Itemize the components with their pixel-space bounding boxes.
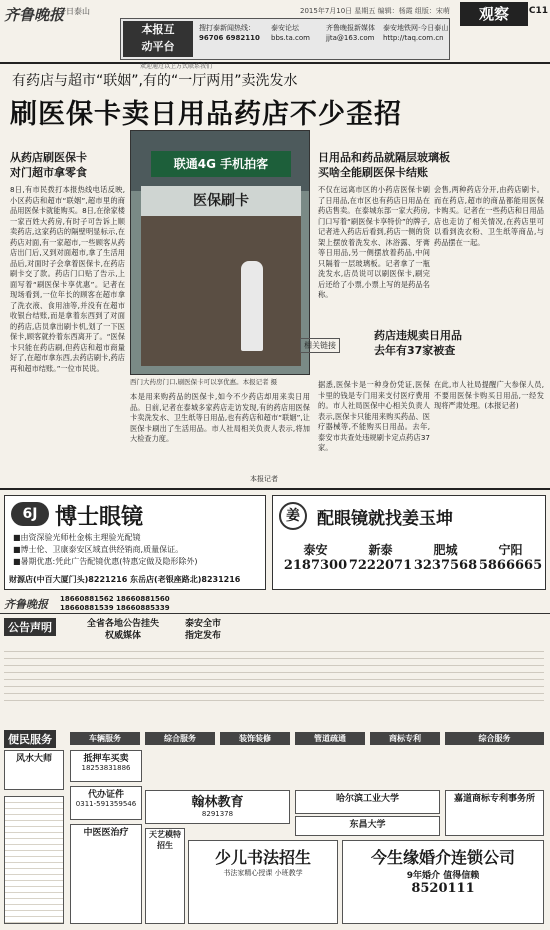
service-label: 便民服务	[4, 730, 56, 748]
related-link-tag: 相关链接	[300, 338, 340, 353]
section-title: 观察	[460, 2, 528, 26]
boshi-stores: 财源店(中百大厦门头)8221216 东岳店(老银座路北)8231216	[9, 575, 241, 584]
notice-headline-1: 全省各地公告挂失 权威媒体	[86, 619, 159, 641]
promo-hotline: 搜打泰新闻热线： 96706 6982110	[199, 24, 260, 42]
byline: 本报记者	[250, 475, 278, 483]
promo-forum: 泰安论坛 bbs.ta.com	[271, 24, 310, 42]
matchmaking-agency-ad: 今生缘婚介连锁公司 9年婚介 值得信赖 8520111	[342, 840, 544, 924]
classifieds-logo: 齐鲁晚报	[4, 598, 48, 611]
hanlin-education-ad: 翰林教育 8291378	[145, 790, 290, 824]
notice-headline-2: 泰安全市 指定发布	[184, 619, 221, 641]
jiang-shop: 新泰 7222071	[348, 543, 413, 573]
category-vehicle: 车辆服务	[70, 732, 140, 745]
tcm-clinic-ad: 中医医治疗	[70, 824, 142, 924]
boshi-name: 博士眼镜	[55, 504, 144, 530]
calligraphy-class-ad: 少儿书法招生 书法家精心授课 小班教学	[188, 840, 338, 924]
model-school-ad: 天艺模特招生	[145, 828, 185, 924]
notice-label: 公告声明	[4, 618, 56, 636]
jiang-shop: 泰安 2187300	[283, 543, 348, 573]
classified-notice-text-block	[4, 645, 544, 705]
jiang-yukun-optical-ad	[272, 495, 546, 590]
subhead-1: 从药店刷医保卡 对门超市拿零食	[10, 151, 87, 179]
promo-footer: 欢迎通过以上方式联系我们	[140, 63, 213, 70]
section-divider	[0, 488, 550, 490]
subhead-3: 药店违规卖日用品 去年有37家被查	[374, 329, 462, 357]
article-column-4: 会售,两种药店分开,由药店刷卡。而在药店,超市的商品都能用医保卡购买。记者在一些药店和日用品店也走访了相关情况,在药店里可以看到洗衣粉、卫生纸等商品,与药品摆在一起。	[434, 185, 544, 247]
classifieds-header	[0, 594, 550, 614]
article-headline: 刷医保卡卖日用品药店不少歪招	[10, 99, 402, 130]
masthead	[0, 0, 550, 70]
category-decoration: 装饰装修	[220, 732, 290, 745]
category-general-2: 综合服务	[445, 732, 544, 745]
jiang-title: 配眼镜就找姜玉坤	[317, 509, 453, 529]
jiang-shop: 肥城 3237568	[413, 543, 478, 573]
feng-shui-ad: 风水大师	[4, 750, 64, 790]
article-kicker: 有药店与超市“联姻”,有的“一厅两用”卖洗发水	[12, 73, 298, 89]
photo-caption: 西门大药房门口,刷医保卡可以享优惠。本报记者 摄	[130, 378, 278, 386]
certificate-agency-ad: 代办证件 0311-591359546	[70, 786, 142, 820]
article-column-3: 不仅在远离市区的小药店医保卡刷了日用品,在市区也有药店日用品在药店售卖。在泰城东部一家大药房,门口写着“刷医保卡享特价”的牌子,记者进入药店后看到,药店一侧的货架上摆放着洗发水、沐浴露、牙膏等日用品,另一侧摆放着药品,中间只隔着一层玻璃板。记者拿了一瓶洗发水,店员说可以刷医保卡,刷完后还给了小票,小票上写的是药品名称。	[318, 185, 430, 299]
boshi-logo: 6J	[11, 502, 49, 526]
article-column-5: 据悉,医保卡是一种身份凭证,医保卡里的钱是专门用来支付医疗费用的。市人社局医保中心相关负责人表示,医保卡只能用来购买药品、医疗器械等,不能购买日用品。去年,泰安市共查处违规刷卡定点药店37家。	[318, 380, 430, 452]
jiang-shop: 宁阳 5866665	[478, 543, 543, 573]
dongchang-university-ad: 东昌大学	[295, 816, 440, 836]
subhead-2: 日用品和药品就隔层玻璃板 买啥全能刷医保卡结账	[318, 151, 450, 179]
boshi-details: ■由资深验光师杜金栋主理验光配镜 ■博士伦、卫康泰安区域直供经销商,质量保证。 ■暑期优惠:凭此广告配镜优惠(特惠定做及隐形除外)	[13, 533, 198, 566]
edition-name: 今日泰山	[58, 7, 90, 16]
photo-store-banner: 医保刷卡	[141, 186, 301, 216]
boshi-optical-ad	[4, 495, 266, 590]
article-column-1: 8日,有市民拨打本报热线电话反映,小区药店和超市“联姻”,超市里的商品用医保卡就能购买。8日,在徐家楼一家百姓大药房,有时子可告诉上顺卖药店,这家药店的隔壁明显标示,在药店对面,有一家超市,一些顾客从药店出门后,又到对面超市,拿了生活用品后,对面时子会拿着医保卡,在药店刷卡交了款。药店门口贴了告示,上面写着“刷医保卡享优惠”。记者在现场看到,一位年长的顾客在超市拿了洗衣液、食用油等,并没有在超市收银台结账,而是拿着东西到了对面的药店,店员拿出刷卡机,划了一下医保卡,顾客就拎着东西离开了。“医保卡只能在药店刷,但药店和超市商量好了,在超市拿东西,去药店刷卡,药店再和超市结账。”一位市民说。	[10, 185, 125, 373]
photo-person	[241, 261, 263, 351]
photo-sign: 联通4G 手机拍客	[151, 151, 291, 177]
jiang-logo: 姜	[279, 502, 307, 530]
page-number: C11	[528, 6, 548, 16]
promo-website: 泰安地铁网·今日泰山 http://taq.com.cn	[383, 24, 449, 42]
harbin-university-ad: 哈尔滨工业大学	[295, 790, 440, 814]
dateline: 2015年7月10日 星期五 编辑：杨霞 组版：宋萌	[300, 7, 450, 15]
category-pipe: 管道疏通	[295, 732, 365, 745]
mortgage-car-ad: 抵押车买卖 18253831886	[70, 750, 142, 782]
category-general: 综合服务	[145, 732, 215, 745]
article-column-2: 本是用来购药品的医保卡,如今不少药店却用来卖日用品。日前,记者在泰城多家药店走访发现,有的药店用医保卡卖洗发水、卫生纸等日用品,也有药店和超市“联姻”,让医保卡刷出了生活用品。市人社局相关负责人表示,将加大检查力度。	[130, 392, 310, 443]
classifieds-phones: 18660881562 18660881560 18660881539 18660885339	[60, 595, 170, 612]
article-column-6: 在此,市人社局提醒广大参保人员,不要用医保卡购买日用品,一经发现将严肃处理。(本报记者)	[434, 380, 544, 410]
category-trademark: 商标专利	[370, 732, 440, 745]
newspaper-logo: 齐鲁晚报	[4, 6, 65, 24]
trademark-agency-ad: 嘉道商标专利事务所	[445, 790, 544, 836]
misc-classified-column	[4, 796, 64, 924]
pharmacy-photo	[130, 130, 310, 375]
interactive-platform-banner	[120, 18, 450, 60]
promo-title: 本报互 动平台	[123, 21, 193, 57]
matchmaking-phone: 8520111	[411, 881, 475, 896]
promo-newmedia: 齐鲁晚报新媒体 jjta@163.com	[326, 24, 375, 42]
